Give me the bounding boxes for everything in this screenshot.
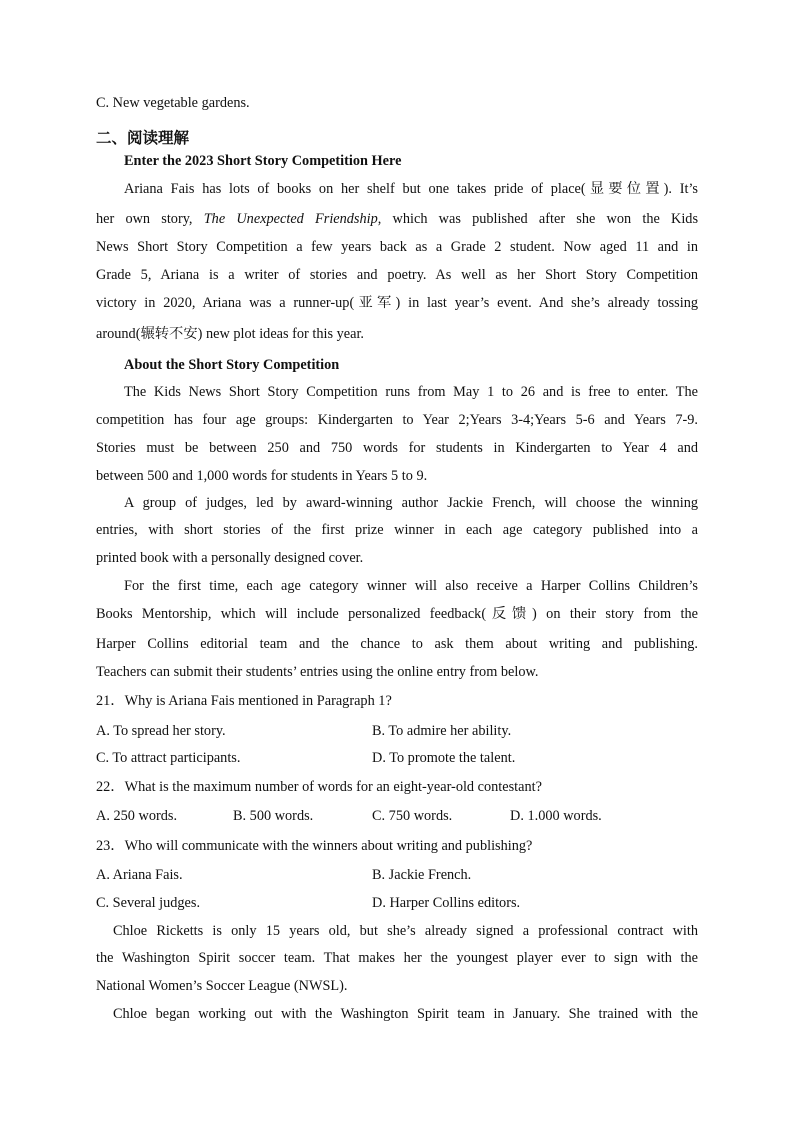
p1-line-1: Ariana Fais has lots of books on her shelf but one takes pride of place(显要位置). It’s bbox=[124, 181, 698, 197]
p1-line-2-a: her own story, bbox=[96, 211, 193, 227]
q22-option-d: D. 1.000 words. bbox=[510, 808, 602, 824]
q23-option-c: C. Several judges. bbox=[96, 895, 201, 911]
p3-line-1: A group of judges, led by award-winning author Jackie French, will choose the winning bbox=[124, 495, 698, 511]
passage-subtitle: About the Short Story Competition bbox=[124, 357, 340, 373]
q23-option-a: A. Ariana Fais. bbox=[96, 867, 183, 883]
q21-option-b: B. To admire her ability. bbox=[372, 723, 512, 739]
q22-option-a: A. 250 words. bbox=[96, 808, 178, 824]
p2-line-3: Stories must be between 250 and 750 words for students in Kindergarten to Year 4 and bbox=[96, 440, 698, 456]
q22-option-b: B. 500 words. bbox=[233, 808, 314, 824]
p1-line-2 bbox=[96, 209, 698, 229]
p4-line-4: Teachers can submit their students’ entries using the online entry from below. bbox=[96, 664, 539, 680]
p3-line-2: entries, with short stories of the first prize winner in each age category published into a bbox=[96, 522, 698, 538]
p3-line-3: printed book with a personally designed cover. bbox=[96, 550, 364, 566]
p4-line-3: Harper Collins editorial team and the chance to ask them about writing and publishing. bbox=[96, 636, 698, 652]
p1-line-3: News Short Story Competition a few years back as a Grade 2 student. Now aged 11 and in bbox=[96, 239, 698, 255]
p6-line-1: Chloe began working out with the Washington Spirit team in January. She trained with the bbox=[113, 1006, 698, 1022]
section-heading: 二、阅读理解 bbox=[96, 129, 190, 147]
p1-line-4: Grade 5, Ariana is a writer of stories and poetry. As well as her Short Story Competition bbox=[96, 267, 698, 283]
story-title: The Unexpected Friendship bbox=[203, 211, 378, 227]
q21-option-d: D. To promote the talent. bbox=[372, 750, 516, 766]
p5-line-2: the Washington Spirit soccer team. That makes her the youngest player ever to sign with the bbox=[96, 950, 698, 966]
p5-line-1: Chloe Ricketts is only 15 years old, but she’s already signed a professional contract with bbox=[113, 923, 698, 939]
q22-option-c: C. 750 words. bbox=[372, 808, 453, 824]
p1-line-6: around(辗转不安) new plot ideas for this year. bbox=[96, 326, 365, 342]
q23-option-d: D. Harper Collins editors. bbox=[372, 895, 521, 911]
passage-title: Enter the 2023 Short Story Competition Here bbox=[124, 153, 402, 169]
p2-line-2: competition has four age groups: Kindergarten to Year 2;Years 3-4;Years 5-6 and Years 7-9. bbox=[96, 412, 698, 428]
previous-question-option: C. New vegetable gardens. bbox=[96, 95, 250, 111]
question-21-stem: 21．Why is Ariana Fais mentioned in Paragraph 1? bbox=[96, 693, 392, 709]
p5-line-3: National Women’s Soccer League (NWSL). bbox=[96, 978, 348, 994]
q21-option-a: A. To spread her story. bbox=[96, 723, 226, 739]
p2-line-1: The Kids News Short Story Competition runs from May 1 to 26 and is free to enter. The bbox=[124, 384, 698, 400]
question-23-stem: 23．Who will communicate with the winners about writing and publishing? bbox=[96, 838, 533, 854]
q23-option-b: B. Jackie French. bbox=[372, 867, 472, 883]
q21-option-c: C. To attract participants. bbox=[96, 750, 241, 766]
p2-line-4: between 500 and 1,000 words for students in Years 5 to 9. bbox=[96, 468, 428, 484]
p1-line-5: victory in 2020, Ariana was a runner-up(亚军) in last year’s event. And she’s already tossing bbox=[96, 295, 698, 311]
p4-line-2: Books Mentorship, which will include personalized feedback(反馈) on their story from the bbox=[96, 606, 698, 622]
question-22-stem: 22．What is the maximum number of words for an eight-year-old contestant? bbox=[96, 779, 542, 795]
p1-line-2-b: , which was published after she won the Kids bbox=[377, 211, 699, 227]
p4-line-1: For the first time, each age category winner will also receive a Harper Collins Children’s bbox=[124, 578, 698, 594]
